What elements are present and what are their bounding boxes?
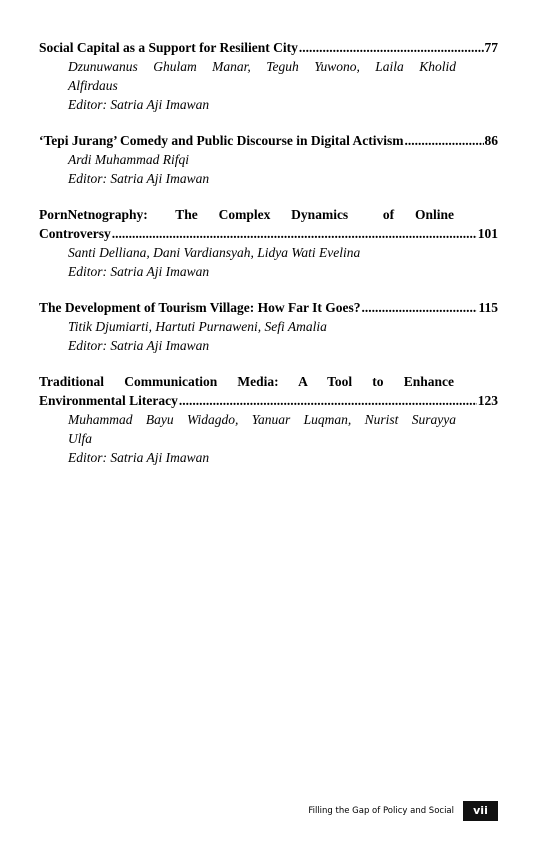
toc-editor: Editor: Satria Aji Imawan <box>68 264 210 279</box>
toc-title: ‘Tepi Jurang’ Comedy and Public Discourse in Digital Activism <box>39 133 404 148</box>
toc-entry <box>39 372 498 467</box>
toc-page-number: 115 <box>478 300 498 315</box>
toc-title-line[interactable] <box>39 391 498 410</box>
toc-title: Social Capital as a Support for Resilient City <box>39 40 298 55</box>
toc-entry <box>39 298 498 355</box>
toc-page-number: 101 <box>477 226 498 241</box>
dot-leader <box>112 224 477 243</box>
toc-authors-cont: Ulfa <box>68 431 93 446</box>
toc-editor: Editor: Satria Aji Imawan <box>68 338 210 353</box>
footer-page-number: vii <box>463 801 498 821</box>
toc-authors: Muhammad Bayu Widagdo, Yanuar Luqman, Nurist Surayya <box>68 412 456 427</box>
toc-editor: Editor: Satria Aji Imawan <box>68 171 210 186</box>
toc-page-number: 123 <box>477 393 498 408</box>
dot-leader <box>362 298 478 317</box>
toc-title-cont: Controversy <box>39 226 111 241</box>
toc-title-line[interactable] <box>39 298 498 317</box>
toc-editor: Editor: Satria Aji Imawan <box>68 97 210 112</box>
dot-leader <box>299 38 484 57</box>
toc-meta <box>39 150 456 188</box>
toc-title-line[interactable] <box>39 38 498 57</box>
toc-authors: Santi Delliana, Dani Vardiansyah, Lidya Wati Evelina <box>68 245 361 260</box>
toc-entry <box>39 38 498 114</box>
toc-meta <box>39 317 456 355</box>
toc-title-line[interactable] <box>39 131 498 150</box>
toc-meta <box>39 243 456 281</box>
toc-entry <box>39 131 498 188</box>
toc-meta <box>39 57 456 114</box>
toc-title-cont: Environmental Literacy <box>39 393 178 408</box>
toc-editor: Editor: Satria Aji Imawan <box>68 450 210 465</box>
toc-title-line[interactable] <box>39 224 498 243</box>
dot-leader <box>179 391 477 410</box>
toc-meta <box>39 410 456 467</box>
toc-title[interactable]: Traditional Communication Media: A Tool to Enhance <box>39 374 454 389</box>
toc-page-number: 86 <box>484 133 498 148</box>
toc-authors: Dzunuwanus Ghulam Manar, Teguh Yuwono, Laila Kholid <box>68 59 456 74</box>
footer-running-title: Filling the Gap of Policy and Social <box>308 806 454 816</box>
dot-leader <box>405 131 484 150</box>
page-footer <box>0 801 545 821</box>
toc-authors: Ardi Muhammad Rifqi <box>68 152 189 167</box>
toc-title[interactable]: PornNetnography: The Complex Dynamics of Online <box>39 207 454 222</box>
toc-entry <box>39 205 498 281</box>
toc-page-number: 77 <box>484 40 498 55</box>
toc-authors: Titik Djumiarti, Hartuti Purnaweni, Sefi Amalia <box>68 319 327 334</box>
toc-title: The Development of Tourism Village: How Far It Goes? <box>39 300 361 315</box>
toc-authors-cont: Alfirdaus <box>68 78 118 93</box>
table-of-contents <box>39 38 498 484</box>
